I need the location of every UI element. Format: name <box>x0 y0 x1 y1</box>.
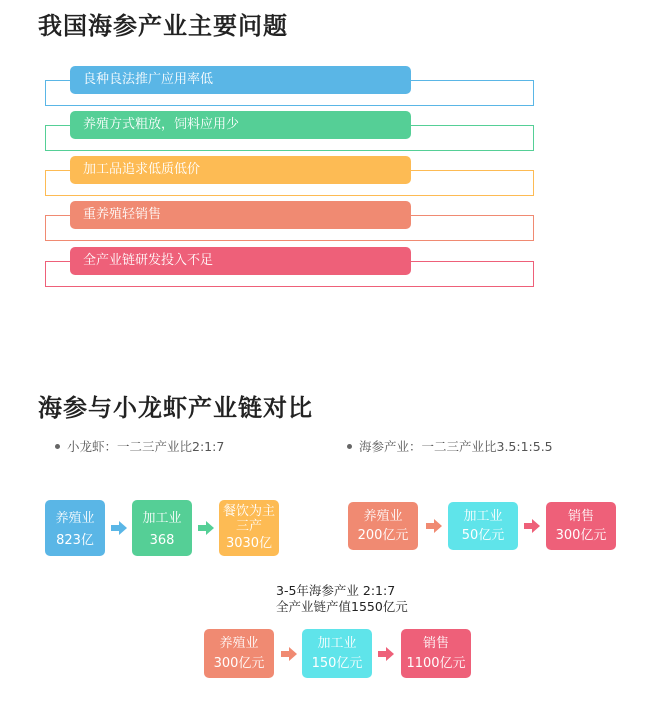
problem-label: 全产业链研发投入不足 <box>70 247 411 275</box>
future-note-line-1: 3-5年海参产业 2:1:7 <box>276 583 396 598</box>
problem-item-3 <box>45 156 534 196</box>
arrow-right-icon <box>378 647 394 661</box>
stage-name: 养殖业 <box>219 636 259 651</box>
problem-label: 加工品追求低质低价 <box>70 156 411 184</box>
problem-label: 良种良法推广应用率低 <box>70 66 411 94</box>
future-stage-processing <box>302 629 372 678</box>
bullet-dot-icon <box>347 444 352 449</box>
arrow-right-icon <box>111 521 127 535</box>
future-stage-breeding <box>204 629 274 678</box>
arrow-right-icon <box>524 519 540 533</box>
seacuc-stage-breeding <box>348 502 418 550</box>
stage-name: 养殖业 <box>363 509 403 524</box>
stage-value: 823亿 <box>56 533 94 548</box>
stage-name: 加工业 <box>317 636 357 651</box>
stage-name: 加工业 <box>463 509 503 524</box>
future-stage-sales <box>401 629 471 678</box>
arrow-right-icon <box>426 519 442 533</box>
stage-value: 3030亿 <box>225 536 273 551</box>
crayfish-ratio-text: 小龙虾：一二三产业比2:1:7 <box>67 439 225 454</box>
crayfish-stage-catering <box>219 500 279 556</box>
crayfish-stage-breeding <box>45 500 105 556</box>
stage-name: 销售 <box>567 509 594 524</box>
seacuc-stage-processing <box>448 502 518 550</box>
section-title-comparison: 海参与小龙虾产业链对比 <box>38 394 313 422</box>
stage-name: 餐饮为主 <box>222 504 275 519</box>
stage-value: 1100亿元 <box>406 656 466 671</box>
problem-item-5 <box>45 247 534 287</box>
stage-name: 加工业 <box>142 511 182 526</box>
crayfish-stage-processing <box>132 500 192 556</box>
arrow-right-icon <box>198 521 214 535</box>
problem-item-2 <box>45 111 534 151</box>
stage-value: 300亿元 <box>213 656 265 671</box>
stage-value: 368 <box>149 533 175 548</box>
stage-name-2: 三产 <box>235 519 262 534</box>
arrow-right-icon <box>281 647 297 661</box>
section-title-problems: 我国海参产业主要问题 <box>38 12 288 40</box>
bullet-dot-icon <box>55 444 60 449</box>
seacuc-stage-sales <box>546 502 616 550</box>
future-note-line-2: 全产业链产值1550亿元 <box>276 599 408 614</box>
stage-name: 养殖业 <box>55 511 95 526</box>
problem-label: 重养殖轻销售 <box>70 201 411 229</box>
problem-item-1 <box>45 66 534 106</box>
seacuc-ratio-text: 海参产业：一二三产业比3.5:1:5.5 <box>359 439 553 454</box>
future-note <box>276 583 408 615</box>
problem-item-4 <box>45 201 534 241</box>
seacuc-ratio-label <box>347 437 553 455</box>
stage-value: 150亿元 <box>311 656 363 671</box>
crayfish-ratio-label <box>55 437 224 455</box>
problem-label: 养殖方式粗放，饲料应用少 <box>70 111 411 139</box>
stage-value: 50亿元 <box>461 528 505 543</box>
stage-name: 销售 <box>422 636 449 651</box>
stage-value: 300亿元 <box>555 528 607 543</box>
stage-value: 200亿元 <box>357 528 409 543</box>
